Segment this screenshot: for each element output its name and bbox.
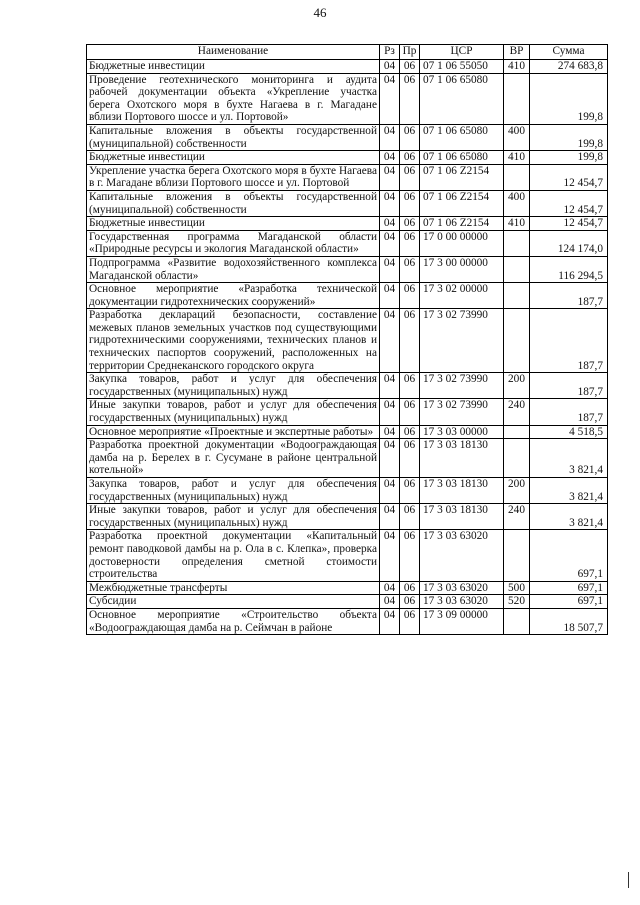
header-sum: Сумма [530,45,608,60]
row-rz: 04 [380,581,400,595]
row-pr: 06 [400,504,420,530]
row-vr: 200 [504,478,530,504]
row-name: Межбюджетные трансферты [87,581,380,595]
row-sum: 4 518,5 [530,425,608,439]
row-pr: 06 [400,309,420,373]
row-sum: 12 454,7 [530,190,608,216]
row-rz: 04 [380,73,400,124]
row-name: Капитальные вложения в объекты государственной (муниципальной) собственности [87,124,380,150]
row-rz: 04 [380,309,400,373]
table-header [87,45,608,60]
row-vr [504,283,530,309]
row-pr: 06 [400,399,420,425]
row-rz: 04 [380,217,400,231]
row-pr: 06 [400,60,420,74]
row-name: Бюджетные инвестиции [87,151,380,165]
row-name: Закупка товаров, работ и услуг для обеспечения государственных (муниципальных) нужд [87,373,380,399]
row-csr: 17 3 03 63020 [420,530,504,581]
table-row [87,373,608,399]
row-pr: 06 [400,373,420,399]
row-name: Закупка товаров, работ и услуг для обеспечения государственных (муниципальных) нужд [87,478,380,504]
row-name: Подпрограмма «Развитие водохозяйственного комплекса Магаданской области» [87,256,380,282]
row-sum: 697,1 [530,581,608,595]
table-row [87,217,608,231]
row-name: Основное мероприятие «Проектные и экспертные работы» [87,425,380,439]
row-csr: 07 1 06 65080 [420,73,504,124]
table-row [87,504,608,530]
row-name: Субсидии [87,595,380,609]
row-pr: 06 [400,478,420,504]
row-rz: 04 [380,595,400,609]
row-pr: 06 [400,608,420,634]
row-sum: 18 507,7 [530,608,608,634]
row-sum: 697,1 [530,595,608,609]
table-row [87,256,608,282]
budget-table [86,44,608,635]
table-row [87,60,608,74]
row-rz: 04 [380,478,400,504]
row-vr [504,256,530,282]
row-csr: 07 1 06 Z2154 [420,164,504,190]
row-rz: 04 [380,530,400,581]
row-vr: 410 [504,217,530,231]
row-sum: 187,7 [530,373,608,399]
row-rz: 04 [380,230,400,256]
row-rz: 04 [380,190,400,216]
row-rz: 04 [380,164,400,190]
row-name: Государственная программа Магаданской области «Природные ресурсы и экология Магаданской области» [87,230,380,256]
row-rz: 04 [380,373,400,399]
row-pr: 06 [400,581,420,595]
page-number: 46 [313,5,327,20]
row-vr: 520 [504,595,530,609]
row-sum: 199,8 [530,73,608,124]
table-row [87,73,608,124]
row-pr: 06 [400,439,420,478]
table-row [87,151,608,165]
table-row [87,283,608,309]
table-row [87,439,608,478]
row-csr: 17 3 02 73990 [420,373,504,399]
row-sum: 697,1 [530,530,608,581]
row-csr: 17 3 02 73990 [420,399,504,425]
row-rz: 04 [380,151,400,165]
row-name: Капитальные вложения в объекты государственной (муниципальной) собственности [87,190,380,216]
row-csr: 17 3 03 18130 [420,478,504,504]
row-pr: 06 [400,151,420,165]
row-name: Разработка проектной документации «Водоограждающая дамба на р. Берелех в г. Сусумане в районе центральной котельной» [87,439,380,478]
row-csr: 17 3 03 63020 [420,595,504,609]
header-row [87,45,608,60]
row-pr: 06 [400,217,420,231]
row-vr [504,309,530,373]
row-pr: 06 [400,256,420,282]
row-pr: 06 [400,190,420,216]
table-row [87,608,608,634]
row-sum: 187,7 [530,399,608,425]
row-name: Укрепление участка берега Охотского моря в бухте Нагаева в г. Магадане вблизи Портового шоссе и ул. Портовой [87,164,380,190]
row-csr: 07 1 06 55050 [420,60,504,74]
row-vr [504,530,530,581]
row-pr: 06 [400,230,420,256]
row-csr: 17 3 02 73990 [420,309,504,373]
table-row [87,595,608,609]
row-sum: 187,7 [530,309,608,373]
row-name: Бюджетные инвестиции [87,60,380,74]
row-csr: 17 3 03 18130 [420,439,504,478]
row-vr: 400 [504,124,530,150]
row-rz: 04 [380,425,400,439]
row-sum: 116 294,5 [530,256,608,282]
row-name: Основное мероприятие «Разработка технической документации гидротехнических сооружений» [87,283,380,309]
header-vr: ВР [504,45,530,60]
row-name: Основное мероприятие «Строительство объекта «Водоограждающая дамба на р. Сеймчан в районе [87,608,380,634]
table-row [87,478,608,504]
row-vr [504,608,530,634]
table-row [87,124,608,150]
row-sum: 274 683,8 [530,60,608,74]
row-pr: 06 [400,73,420,124]
row-csr: 17 3 03 18130 [420,504,504,530]
row-sum: 3 821,4 [530,478,608,504]
row-csr: 07 1 06 Z2154 [420,217,504,231]
row-vr: 240 [504,399,530,425]
row-csr: 17 3 03 00000 [420,425,504,439]
row-pr: 06 [400,595,420,609]
row-vr: 200 [504,373,530,399]
row-sum: 3 821,4 [530,439,608,478]
row-vr [504,73,530,124]
row-vr: 410 [504,151,530,165]
row-vr: 410 [504,60,530,74]
row-sum: 12 454,7 [530,217,608,231]
row-vr: 240 [504,504,530,530]
row-pr: 06 [400,530,420,581]
row-rz: 04 [380,439,400,478]
row-pr: 06 [400,283,420,309]
row-vr [504,439,530,478]
row-csr: 07 1 06 Z2154 [420,190,504,216]
header-csr: ЦСР [420,45,504,60]
row-sum: 199,8 [530,124,608,150]
row-sum: 124 174,0 [530,230,608,256]
header-pr: Пр [400,45,420,60]
table-body [87,60,608,635]
row-rz: 04 [380,60,400,74]
row-name: Иные закупки товаров, работ и услуг для обеспечения государственных (муниципальных) нужд [87,504,380,530]
row-name: Бюджетные инвестиции [87,217,380,231]
row-rz: 04 [380,504,400,530]
row-name: Разработка деклараций безопасности, составление межевых планов земельных участков под существующими гидротехническими сооружениями, технических планов и технических паспортов сооружений, расположенных на территории Среднеканского городского округа [87,309,380,373]
table-row [87,164,608,190]
row-name: Разработка проектной документации «Капитальный ремонт паводковой дамбы на р. Ола в с. Клепка», проверка достоверности определения сметной стоимости строительства [87,530,380,581]
row-rz: 04 [380,256,400,282]
row-csr: 17 0 00 00000 [420,230,504,256]
row-vr: 500 [504,581,530,595]
row-csr: 17 3 03 63020 [420,581,504,595]
header-rz: Рз [380,45,400,60]
scan-edge-mark [628,872,629,888]
header-name: Наименование [87,45,380,60]
row-rz: 04 [380,608,400,634]
row-sum: 12 454,7 [530,164,608,190]
row-vr [504,230,530,256]
row-pr: 06 [400,124,420,150]
row-rz: 04 [380,399,400,425]
row-pr: 06 [400,164,420,190]
row-csr: 07 1 06 65080 [420,124,504,150]
row-name: Проведение геотехнического мониторинга и аудита рабочей документации объекта «Укрепление участка берега Охотского моря в бухте Нагаева в г. Магадане вблизи Портового шоссе и ул. Портовой» [87,73,380,124]
row-sum: 3 821,4 [530,504,608,530]
table-row [87,190,608,216]
row-rz: 04 [380,283,400,309]
row-rz: 04 [380,124,400,150]
row-name: Иные закупки товаров, работ и услуг для обеспечения государственных (муниципальных) нужд [87,399,380,425]
row-csr: 17 3 00 00000 [420,256,504,282]
table-row [87,309,608,373]
row-csr: 07 1 06 65080 [420,151,504,165]
table-row [87,425,608,439]
row-pr: 06 [400,425,420,439]
table-row [87,581,608,595]
table-row [87,230,608,256]
row-vr [504,425,530,439]
row-sum: 199,8 [530,151,608,165]
row-vr [504,164,530,190]
table-row [87,530,608,581]
row-sum: 187,7 [530,283,608,309]
table-row [87,399,608,425]
row-vr: 400 [504,190,530,216]
row-csr: 17 3 09 00000 [420,608,504,634]
row-csr: 17 3 02 00000 [420,283,504,309]
